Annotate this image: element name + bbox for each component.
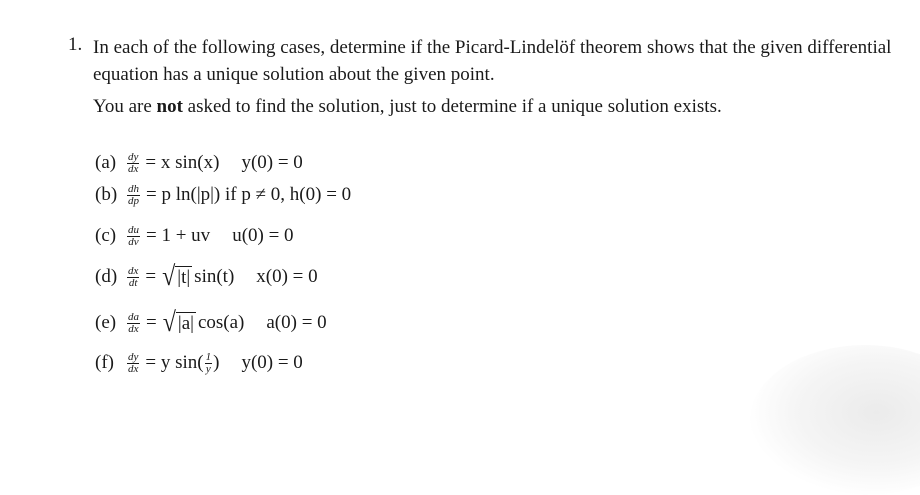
case-label: (b) [95,184,118,205]
problem-number: 1. [68,34,83,55]
problem-note [93,96,722,118]
case-d [95,260,318,294]
equation-rhs: sin(t) [194,266,235,287]
radical-sign-icon: √ [162,307,176,338]
equation-rhs: = x sin(x) [145,152,220,173]
derivative-numerator: dy [128,150,139,163]
initial-condition: y(0) = 0 [241,352,303,373]
background-shadow [750,345,920,495]
case-label: (c) [95,225,117,246]
problem-statement: In each of the following cases, determine if the Picard-Lindelöf theorem shows that the given differential equation has a unique solution about the given point. [93,37,892,85]
derivative [127,225,140,248]
inner-denominator: y [205,362,211,375]
derivative [127,266,139,289]
note-text-before: You are [93,96,152,117]
derivative-denominator: dx [128,362,139,375]
note-emphasis: not [156,96,183,117]
derivative-denominator: dp [128,194,139,207]
radical-sign-icon: √ [162,261,176,292]
derivative-denominator: dv [128,235,139,248]
note-text-after: asked to find the solution, just to determine if a unique solution exists. [187,96,722,117]
derivative-denominator: dt [128,276,138,289]
derivative-numerator: dx [128,264,139,277]
case-label: (a) [95,152,117,173]
initial-condition: u(0) = 0 [232,225,294,246]
case-e [95,306,327,340]
case-a [95,146,303,180]
inner-fraction [205,352,213,375]
radicand: |a| [177,312,194,334]
derivative-numerator: dy [128,350,139,363]
initial-condition: x(0) = 0 [256,266,318,287]
equation-rhs: = p ln(|p|) if p ≠ 0, h(0) = 0 [146,184,352,205]
derivative [127,152,139,175]
case-label: (d) [95,266,118,287]
derivative-denominator: dx [128,162,139,175]
initial-condition: y(0) = 0 [241,152,303,173]
derivative-numerator: da [128,310,139,323]
equation-equals: = [146,312,157,333]
case-c [95,219,294,253]
equation-rhs: cos(a) [197,312,245,333]
case-label: (f) [95,352,114,373]
derivative-numerator: dh [128,182,139,195]
derivative-denominator: dx [128,322,139,335]
derivative [127,312,140,335]
radicand: |t| [177,266,191,288]
derivative-numerator: du [128,223,139,236]
inner-numerator: 1 [205,350,212,363]
square-root [162,261,192,292]
equation-equals: = [145,266,157,287]
case-label: (e) [95,312,117,333]
square-root [162,307,196,338]
initial-condition: a(0) = 0 [266,312,327,333]
equation-rhs-end: ) [213,352,220,373]
case-f [95,346,303,380]
derivative [127,184,140,207]
derivative [127,352,139,375]
equation-rhs-start: = y sin( [145,352,204,373]
case-b [95,178,351,212]
equation-rhs: = 1 + uv [146,225,211,246]
